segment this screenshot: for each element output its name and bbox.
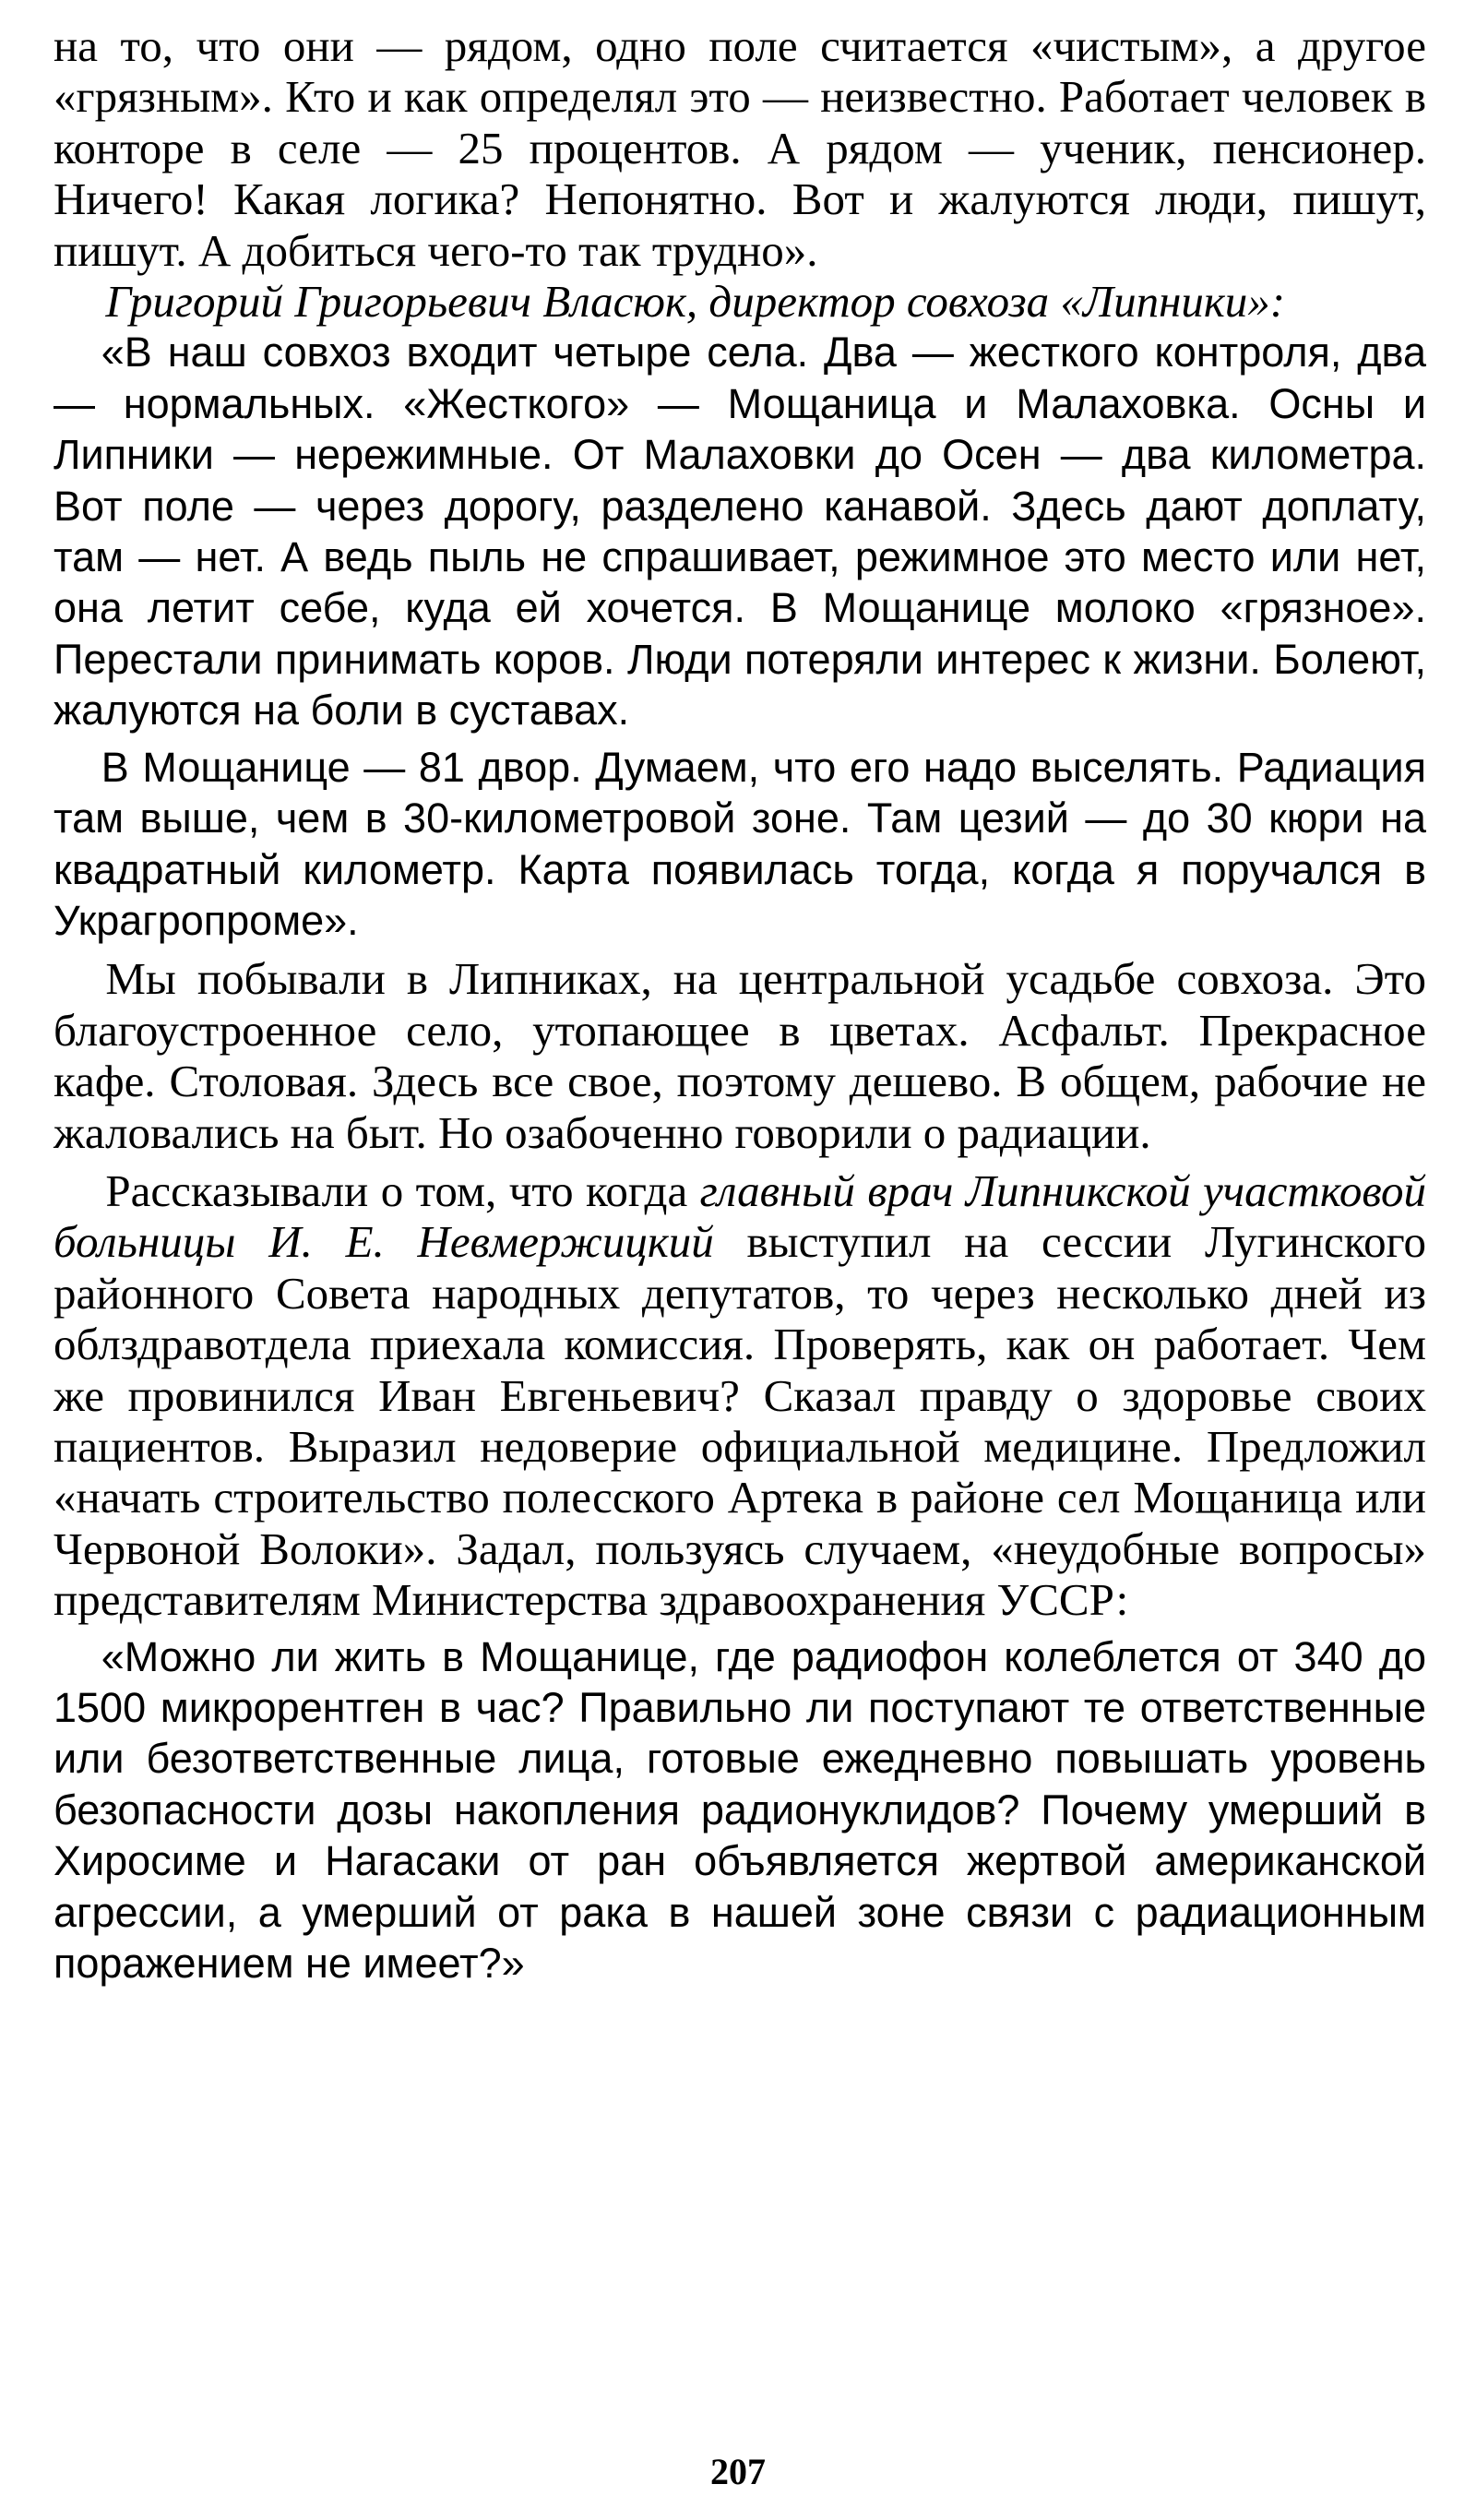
paragraph-doctor: [54, 1165, 1426, 1626]
paragraph-visit: Мы побывали в Липниках, на центральной усадьбе совхоза. Это благоустроенное село, утопающее в цветах. Асфальт. Прекрасное кафе. Столовая. Здесь все свое, поэтому дешево. В общем, рабочие не жаловались на быт. Но озабоченно говорили о радиации.: [54, 953, 1426, 1158]
paragraph-continuation: на то, что они — рядом, одно поле считается «чистым», а другое «грязным». Кто и как определял это — неизвестно. Работает человек в конторе в селе — 25 процентов. А рядом — ученик, пенсионер. Ничего! Какая логика? Непонятно. Вот и жалуются люди, пишут, пишут. А добиться чего-то так трудно».: [54, 20, 1426, 276]
questions-quote: «Можно ли жить в Мощанице, где радиофон колеблется от 340 до 1500 микрорентген в час? Правильно ли поступают те ответственные или безответственные лица, готовые ежедневно повышать уровень безопасности дозы накопления радионуклидов? Почему умерший в Хиросиме и Нагасаки от ран объявляется жертвой американской агрессии, а умерший от рака в нашей зоне связи с радиационным поражением не имеет?»: [54, 1632, 1426, 1988]
quote-paragraph-1: «В наш совхоз входит четыре села. Два — жесткого контроля, два — нормальных. «Жесткого» — Мощаница и Малаховка. Осны и Липники — нережимные. От Малаховки до Осен — два километра. Вот поле — через дорогу, разделено канавой. Здесь дают доплату, там — нет. А ведь пыль не спрашивает, режимное это место или нет, она летит себе, куда ей хочется. В Мощанице молоко «грязное». Перестали принимать коров. Люди потеряли интерес к жизни. Болеют, жалуются на боли в суставах.: [54, 328, 1426, 735]
page-body: [54, 20, 1426, 1989]
speaker-attribution: Григорий Григорьевич Власюк, директор совхоза «Липники»:: [105, 276, 1286, 328]
quote-paragraph-2: В Мощанице — 81 двор. Думаем, что его надо выселять. Радиация там выше, чем в 30-километровой зоне. Там цезий — до 30 кюри на квадратный километр. Карта появилась тогда, когда я поручался в Украгропроме».: [54, 743, 1426, 944]
paragraph-doctor-rest: выступил на сессии Лугинского районного Совета народных депутатов, то через несколько дней из облздравотдела приехала комиссия. Проверять, как он работает. Чем же провинился Иван Евгеньевич? Сказал правду о здоровье своих пациентов. Выразил недоверие официальной медицине. Предложил «начать строительство полесского Артека в районе сел Мощаница или Червоной Волоки». Задал, пользуясь случаем, «неудобные вопросы» представителям Министерства здравоохранения УССР:: [54, 1216, 1426, 1626]
doctor-name-italic: главный врач Липникской участковой больницы И. Е. Невмержицкий: [54, 1164, 1426, 1268]
page-number: 207: [710, 2451, 766, 2492]
paragraph-doctor-lead: Рассказывали о том, что когда: [105, 1164, 700, 1216]
